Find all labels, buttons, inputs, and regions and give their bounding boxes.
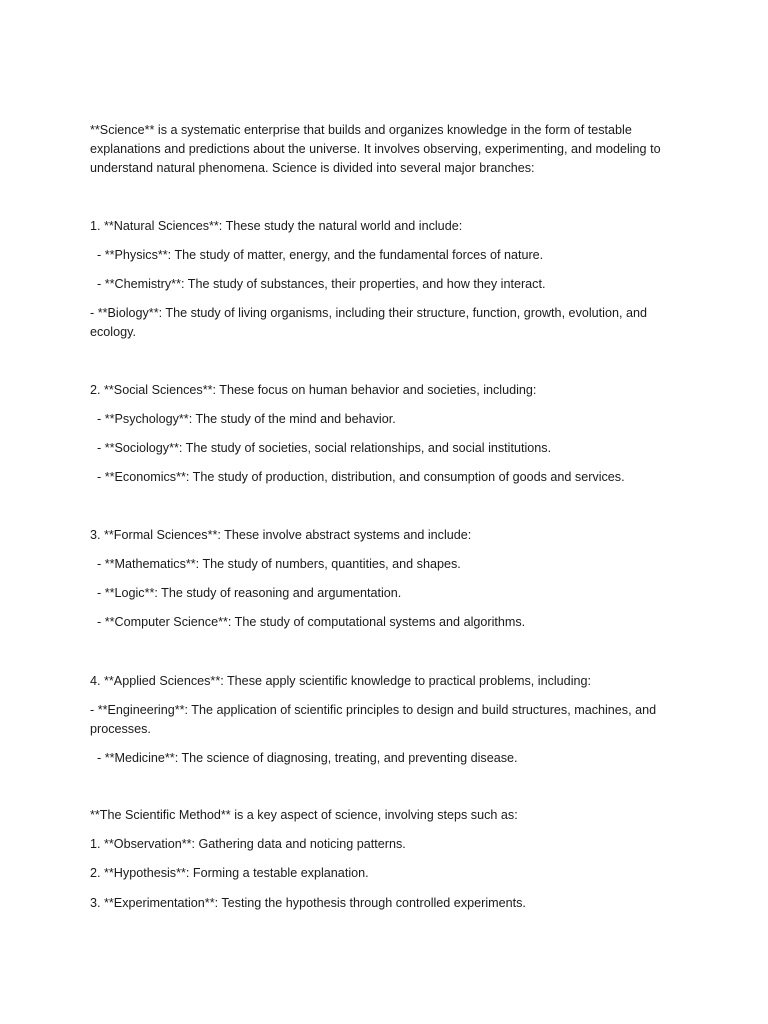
method-step-observation: 1. **Observation**: Gathering data and noticing patterns. [90, 837, 406, 851]
engineering-item: - **Engineering**: The application of scientific principles to design and build structures, machines, and processes. [90, 703, 657, 736]
method-step-experimentation: 3. **Experimentation**: Testing the hypothesis through controlled experiments. [90, 896, 526, 910]
social-sciences-heading: 2. **Social Sciences**: These focus on human behavior and societies, including: [90, 383, 537, 397]
sociology-item: - **Sociology**: The study of societies, social relationships, and social institutions. [90, 441, 552, 455]
computer-science-item: - **Computer Science**: The study of computational systems and algorithms. [90, 615, 526, 629]
formal-sciences-heading: 3. **Formal Sciences**: These involve abstract systems and include: [90, 528, 472, 542]
medicine-item: - **Medicine**: The science of diagnosing, treating, and preventing disease. [90, 751, 518, 765]
psychology-item: - **Psychology**: The study of the mind and behavior. [90, 412, 396, 426]
biology-item: - **Biology**: The study of living organisms, including their structure, function, growth, evolution, and ecology. [90, 306, 647, 339]
natural-sciences-heading: 1. **Natural Sciences**: These study the natural world and include: [90, 219, 463, 233]
applied-sciences-heading: 4. **Applied Sciences**: These apply scientific knowledge to practical problems, including: [90, 674, 591, 688]
method-step-hypothesis: 2. **Hypothesis**: Forming a testable explanation. [90, 866, 369, 880]
economics-item: - **Economics**: The study of production, distribution, and consumption of goods and services. [90, 470, 625, 484]
scientific-method-intro: **The Scientific Method** is a key aspect of science, involving steps such as: [90, 808, 518, 822]
physics-item: - **Physics**: The study of matter, energy, and the fundamental forces of nature. [90, 248, 544, 262]
mathematics-item: - **Mathematics**: The study of numbers, quantities, and shapes. [90, 557, 461, 571]
intro-paragraph: **Science** is a systematic enterprise that builds and organizes knowledge in the form of testable explanations and predictions about the universe. It involves observing, experimenting, and modeling to understand natural phenomena. Science is divided into several major branches: [90, 123, 661, 175]
logic-item: - **Logic**: The study of reasoning and argumentation. [90, 586, 402, 600]
chemistry-item: - **Chemistry**: The study of substances, their properties, and how they interact. [90, 277, 546, 291]
